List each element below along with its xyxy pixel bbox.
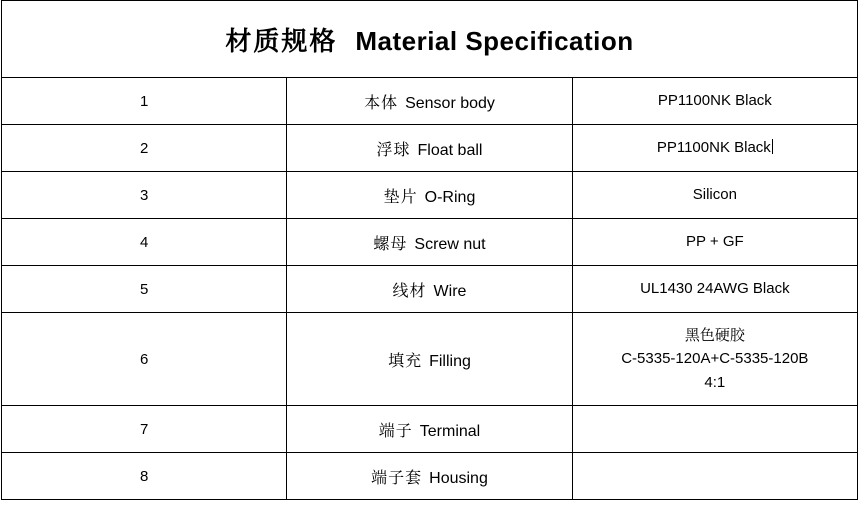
- row-part-name-cn: 端子套: [371, 469, 423, 487]
- table-row: [2, 406, 858, 453]
- row-part-name-en: Screw nut: [414, 235, 486, 253]
- material-line: PP1100NK Black: [657, 92, 772, 110]
- row-material[interactable]: [572, 125, 857, 172]
- row-part-name: [287, 219, 572, 266]
- table-row: [2, 453, 858, 500]
- row-part-name-cn: 本体: [364, 94, 399, 112]
- row-material: [572, 78, 857, 125]
- row-part-name-cn: 浮球: [376, 141, 411, 159]
- row-part-name: [287, 313, 572, 406]
- row-part-name-en: Sensor body: [405, 94, 495, 112]
- table-row: [2, 219, 858, 266]
- row-material: [572, 406, 857, 453]
- row-number: 3: [2, 172, 287, 219]
- table-body: [2, 1, 858, 500]
- row-part-name-cn: 端子: [378, 422, 413, 440]
- row-part-name: [287, 125, 572, 172]
- row-material: [572, 313, 857, 406]
- row-number: 6: [2, 313, 287, 406]
- row-number: 5: [2, 266, 287, 313]
- row-number: 1: [2, 78, 287, 125]
- row-part-name-cn: 垫片: [383, 188, 418, 206]
- table-row: [2, 78, 858, 125]
- table-row: [2, 313, 858, 406]
- row-part-name: [287, 78, 572, 125]
- title-row: [2, 1, 858, 78]
- material-line: PP + GF: [685, 233, 744, 251]
- material-line: PP1100NK Black: [656, 139, 771, 157]
- page-title-en: Material Specification: [355, 25, 634, 56]
- table-row: [2, 172, 858, 219]
- row-part-name-en: O-Ring: [424, 188, 476, 206]
- row-part-name: [287, 406, 572, 453]
- table-row: [2, 125, 858, 172]
- row-material: [572, 453, 857, 500]
- text-cursor: [772, 139, 773, 154]
- row-part-name-en: Terminal: [419, 422, 481, 440]
- material-line: 黑色硬胶: [684, 327, 745, 345]
- row-part-name: [287, 453, 572, 500]
- row-part-name-en: Housing: [429, 469, 488, 487]
- row-part-name-en: Filling: [429, 352, 471, 370]
- row-material: [572, 266, 857, 313]
- row-material: [572, 172, 857, 219]
- row-part-name-en: Wire: [433, 282, 467, 300]
- row-material: [572, 219, 857, 266]
- row-part-name-cn: 填充: [388, 352, 423, 370]
- row-part-name-cn: 线材: [392, 282, 427, 300]
- row-number: 4: [2, 219, 287, 266]
- row-number: 8: [2, 453, 287, 500]
- page-title-cn: 材质规格: [225, 25, 338, 56]
- material-specification-table: [1, 0, 858, 500]
- row-number: 7: [2, 406, 287, 453]
- row-part-name-en: Float ball: [417, 141, 483, 159]
- row-part-name-cn: 螺母: [373, 235, 408, 253]
- material-line: Silicon: [692, 186, 737, 204]
- table-row: [2, 266, 858, 313]
- material-line: 4:1: [704, 373, 726, 391]
- row-part-name: [287, 172, 572, 219]
- material-line: C-5335-120A+C-5335-120B: [621, 350, 809, 368]
- material-line: UL1430 24AWG Black: [640, 280, 790, 298]
- row-number: 2: [2, 125, 287, 172]
- page-title: [2, 1, 858, 78]
- row-part-name: [287, 266, 572, 313]
